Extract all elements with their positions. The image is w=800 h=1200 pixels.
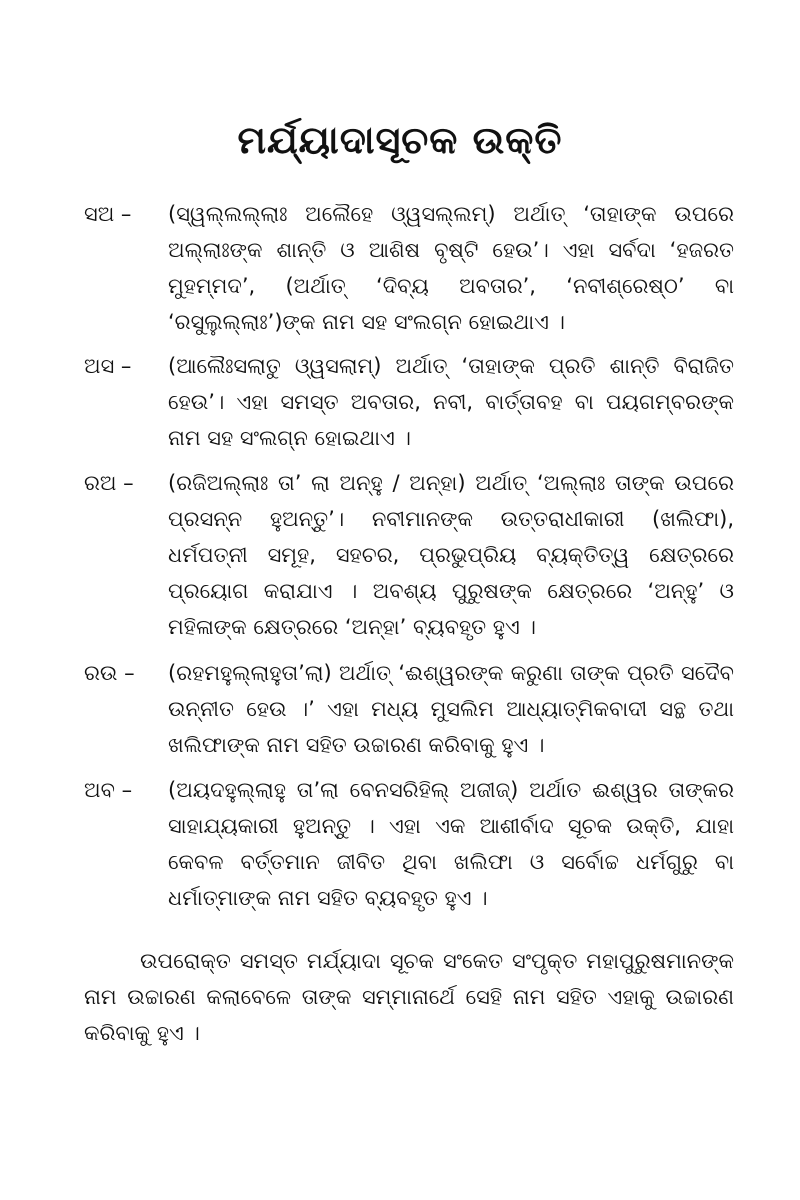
- entry-text: (ଅୟଦହୁଲ୍ଲାହୁ ତା’ଲା ବେନସରିହିଲ୍ ଅଜୀଜ୍) ଅର୍ଥାତ ଈଶ୍ୱର ତାଙ୍କର ସାହାଯ୍ୟକାରୀ ହୁଅନ୍ତୁ । ଏହା ଏକ ଆଶୀର୍ବାଦ ସୂଚକ ଉକ୍ତି, ଯାହା କେବଳ ବର୍ତ୍ତମାନ ଜୀବିତ ଥିବା ଖଲିଫା ଓ ସର୍ବୋଚ୍ଚ ଧର୍ମଗୁରୁ ବା ଧର୍ମାତ୍ମାଙ୍କ ନାମ ସହିତ ବ୍ୟବହୃତ ହୁଏ ।: [168, 778, 734, 910]
- page-title: ମର୍ଯ୍ୟାଦାସୂଚକ ଉକ୍ତି: [237, 118, 563, 162]
- entry-text: (ସ୍ୱଲ୍ଲଲ୍ଲାଃ ଅଲୈହେ ଓ୍ୱସଲ୍ଲମ୍) ଅର୍ଥାତ୍ ‘ତାହାଙ୍କ ଉପରେ ଅଲ୍ଲାଃଙ୍କ ଶାନ୍ତି ଓ ଆଶିଷ ବୃଷ୍ଟି ହେଉ’। ଏହା ସର୍ବଦା ‘ହଜରତ ମୁହମ୍ମଦ’, (ଅର୍ଥାତ୍ ‘ଦିବ୍ୟ ଅବତାର’, ‘ନବୀଶ୍ରେଷ୍ଠ’ ବା ‘ରସୁଲୁଲ୍ଲାଃ’)ଙ୍କ ନାମ ସହ ସଂଲଗ୍ନ ହୋଇଥାଏ ।: [168, 202, 734, 334]
- entry-text: (ଆଲୈଃସଲାତୁ ଓ୍ୱସଲାମ୍) ଅର୍ଥାତ୍ ‘ତାହାଙ୍କ ପ୍ରତି ଶାନ୍ତି ବିରାଜିତ ହେଉ’। ଏହା ସମସ୍ତ ଅବତାର, ନବୀ, ବାର୍ତ୍ତାବହ ବା ପୟଗମ୍ବରଙ୍କ ନାମ ସହ ସଂଲଗ୍ନ ହୋଇଥାଏ ।: [168, 354, 734, 450]
- entry-abbreviation: ରଉ –: [84, 661, 135, 685]
- entry-text: (ରହମହୁଲ୍ଲାହୁତା’ଲା) ଅର୍ଥାତ୍ ‘ଈଶ୍ୱରଙ୍କ କରୁଣା ତାଙ୍କ ପ୍ରତି ସଦୈବ ଉନ୍ନୀତ ହେଉ ।’ ଏହା ମଧ୍ୟ ମୁସଲିମ ଆଧ୍ୟାତ୍ମିକବାଦୀ ସନ୍ଥ ତଥା ଖଲିଫାଙ୍କ ନାମ ସହିତ ଉଚ୍ଚାରଣ କରିବାକୁ ହୁଏ ।: [168, 661, 734, 757]
- entry-abbreviation: ଅସ –: [84, 354, 132, 378]
- entry-abbreviation: ଅବ –: [84, 778, 133, 802]
- entry-abbreviation: ସଅ –: [84, 202, 132, 226]
- entry-abbreviation: ରଅ –: [84, 471, 134, 495]
- entry-text: (ରଜିଅଲ୍ଲାଃ ତା’ ଲା ଅନ୍‌ହୁ / ଅନ୍‌ହା) ଅର୍ଥାତ୍ ‘ଅଲ୍ଲାଃ ତାଙ୍କ ଉପରେ ପ୍ରସନ୍ନ ହୁଅନ୍ତୁ’। ନବୀମାନଙ୍କ ଉତ୍ତରାଧୀକାରୀ (ଖଲିଫା), ଧର୍ମପତ୍ନୀ ସମୂହ, ସହଚର, ପ୍ରଭୁପ୍ରିୟ ବ୍ୟକ୍ତିତ୍ୱ କ୍ଷେତ୍ରରେ ପ୍ରୟୋଗ କରାଯାଏ । ଅବଶ୍ୟ ପୁରୁଷଙ୍କ କ୍ଷେତ୍ରରେ ‘ଅନ୍‌ହୁ’ ଓ ମହିଳାଙ୍କ କ୍ଷେତ୍ରରେ ‘ଅନ୍‌ହା’ ବ୍ୟବହୃତ ହୁଏ ।: [168, 471, 734, 639]
- closing-paragraph: ଉପରୋକ୍ତ ସମସ୍ତ ମର୍ଯ୍ୟାଦା ସୂଚକ ସଂକେତ ସଂପୃକ୍ତ ମହାପୁରୁଷମାନଙ୍କ ନାମ ଉଚ୍ଚାରଣ କଲାବେଳେ ତାଙ୍କ ସମ୍ମାନାର୍ଥେ ସେହି ନାମ ସହିତ ଏହାକୁ ଉଚ୍ଚାରଣ କରିବାକୁ ହୁଏ ।: [84, 949, 734, 1045]
